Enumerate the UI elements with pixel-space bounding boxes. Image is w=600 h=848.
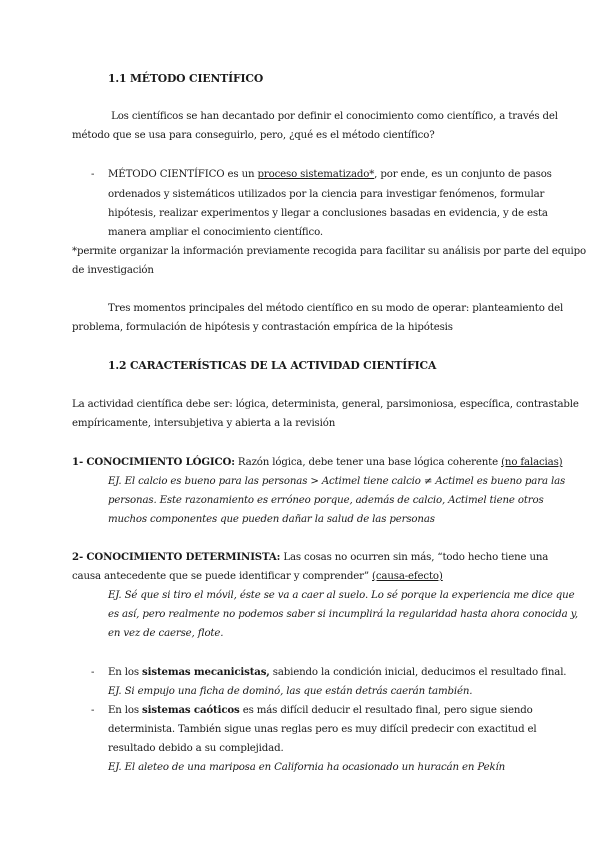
footnote-line-1: *permite organizar la información previamente recogida para facilitar su análisis por parte del equipo	[72, 246, 586, 257]
bullet-line-4: manera ampliar el conocimiento científico.	[108, 227, 323, 238]
conocimiento-logico-line	[72, 456, 562, 469]
bullet-lead: MÉTODO CIENTÍFICO es un	[108, 169, 258, 180]
bullet-line-2: ordenados y sistemáticos utilizados por la ciencia para investigar fenómenos, formular	[108, 189, 545, 200]
caoticos-line-3: resultado debido a su complejidad.	[108, 743, 284, 754]
caoticos-line-1	[108, 704, 533, 717]
bullet-marker: -	[91, 169, 95, 180]
conocimiento-determinista-text: Las cosas no ocurren sin más, “todo hecho tiene una	[280, 552, 549, 563]
sistemas-mecanicistas-bold: sistemas mecanicistas,	[142, 666, 270, 678]
determinista-example-line-3: en vez de caerse, flote.	[108, 628, 224, 639]
logico-example-line-1: EJ. El calcio es bueno para las personas > Actimel tiene calcio ≠ Actimel es bueno para las	[108, 476, 566, 487]
moments-line-2: problema, formulación de hipótesis y contrastación empírica de la hipótesis	[72, 322, 453, 333]
conocimiento-logico-title: 1- CONOCIMIENTO LÓGICO:	[72, 456, 235, 468]
conocimiento-determinista-title: 2- CONOCIMIENTO DETERMINISTA:	[72, 551, 281, 563]
logico-example-line-3: muchos componentes que pueden dañar la salud de las personas	[108, 514, 435, 525]
bullet-line-3: hipótesis, realizar experimentos y llegar a conclusiones basadas en evidencia, y de esta	[108, 208, 548, 219]
determinista-cause-text: causa antecedente que se puede identificar y comprender”	[72, 571, 373, 582]
caoticos-line-2: determinista. También sigue unas reglas pero es muy difícil predecir con exactitud el	[108, 724, 537, 735]
caoticos-example: EJ. El aleteo de una mariposa en California ha ocasionado un huracán en Pekín	[108, 762, 506, 773]
intro-line-2: método que se usa para conseguirlo, pero, ¿qué es el método científico?	[72, 130, 435, 141]
caracteristicas-line-2: empíricamente, intersubjetiva y abierta a la revisión	[72, 418, 336, 429]
logico-example-line-2: personas. Este razonamiento es erróneo porque, además de calcio, Actimel tiene otros	[108, 495, 544, 506]
caoticos-pre: En los	[108, 705, 143, 716]
mecanicistas-example: EJ. Si empujo una ficha de dominó, las que están detrás caerán también.	[108, 686, 473, 697]
determinista-example-line-1: EJ. Sé que si tiro el móvil, éste se va a caer al suelo. Lo sé porque la experiencia me dice que	[108, 590, 575, 601]
no-falacias-tag: (no falacias)	[501, 457, 563, 468]
intro-line-1: Los científicos se han decantado por definir el conocimiento como científico, a través del	[108, 111, 558, 122]
bullet-line-1	[108, 168, 552, 181]
conocimiento-determinista-line-1	[72, 551, 548, 564]
caracteristicas-line-1: La actividad científica debe ser: lógica, determinista, general, parsimoniosa, específica, contrastable	[72, 399, 579, 410]
proceso-sistematizado-underlined: proceso sistematizado*	[257, 169, 375, 180]
conocimiento-determinista-line-2	[72, 570, 443, 583]
section-heading-metodo: 1.1 MÉTODO CIENTÍFICO	[108, 72, 264, 85]
mecanicistas-post: sabiendo la condición inicial, deducimos el resultado final.	[269, 667, 567, 678]
sistemas-caoticos-bold: sistemas caóticos	[142, 704, 240, 716]
mecanicistas-line	[108, 666, 566, 679]
mecanicistas-pre: En los	[108, 667, 143, 678]
bullet-marker: -	[91, 667, 95, 678]
bullet-rest: , por ende, es un conjunto de pasos	[374, 169, 552, 180]
footnote-line-2: de investigación	[72, 265, 154, 276]
caoticos-post: es más difícil deducir el resultado final, pero sigue siendo	[239, 705, 533, 716]
bullet-marker: -	[91, 705, 95, 716]
section-heading-caracteristicas: 1.2 CARACTERÍSTICAS DE LA ACTIVIDAD CIENTÍFICA	[108, 359, 437, 372]
determinista-example-line-2: es así, pero realmente no podemos saber si incumplirá la regularidad hasta ahora conocida y,	[108, 609, 578, 620]
causa-efecto-tag: (causa-efecto)	[372, 571, 443, 582]
conocimiento-logico-text: Razón lógica, debe tener una base lógica coherente	[234, 457, 502, 468]
moments-line-1: Tres momentos principales del método científico en su modo de operar: planteamiento del	[108, 303, 564, 314]
